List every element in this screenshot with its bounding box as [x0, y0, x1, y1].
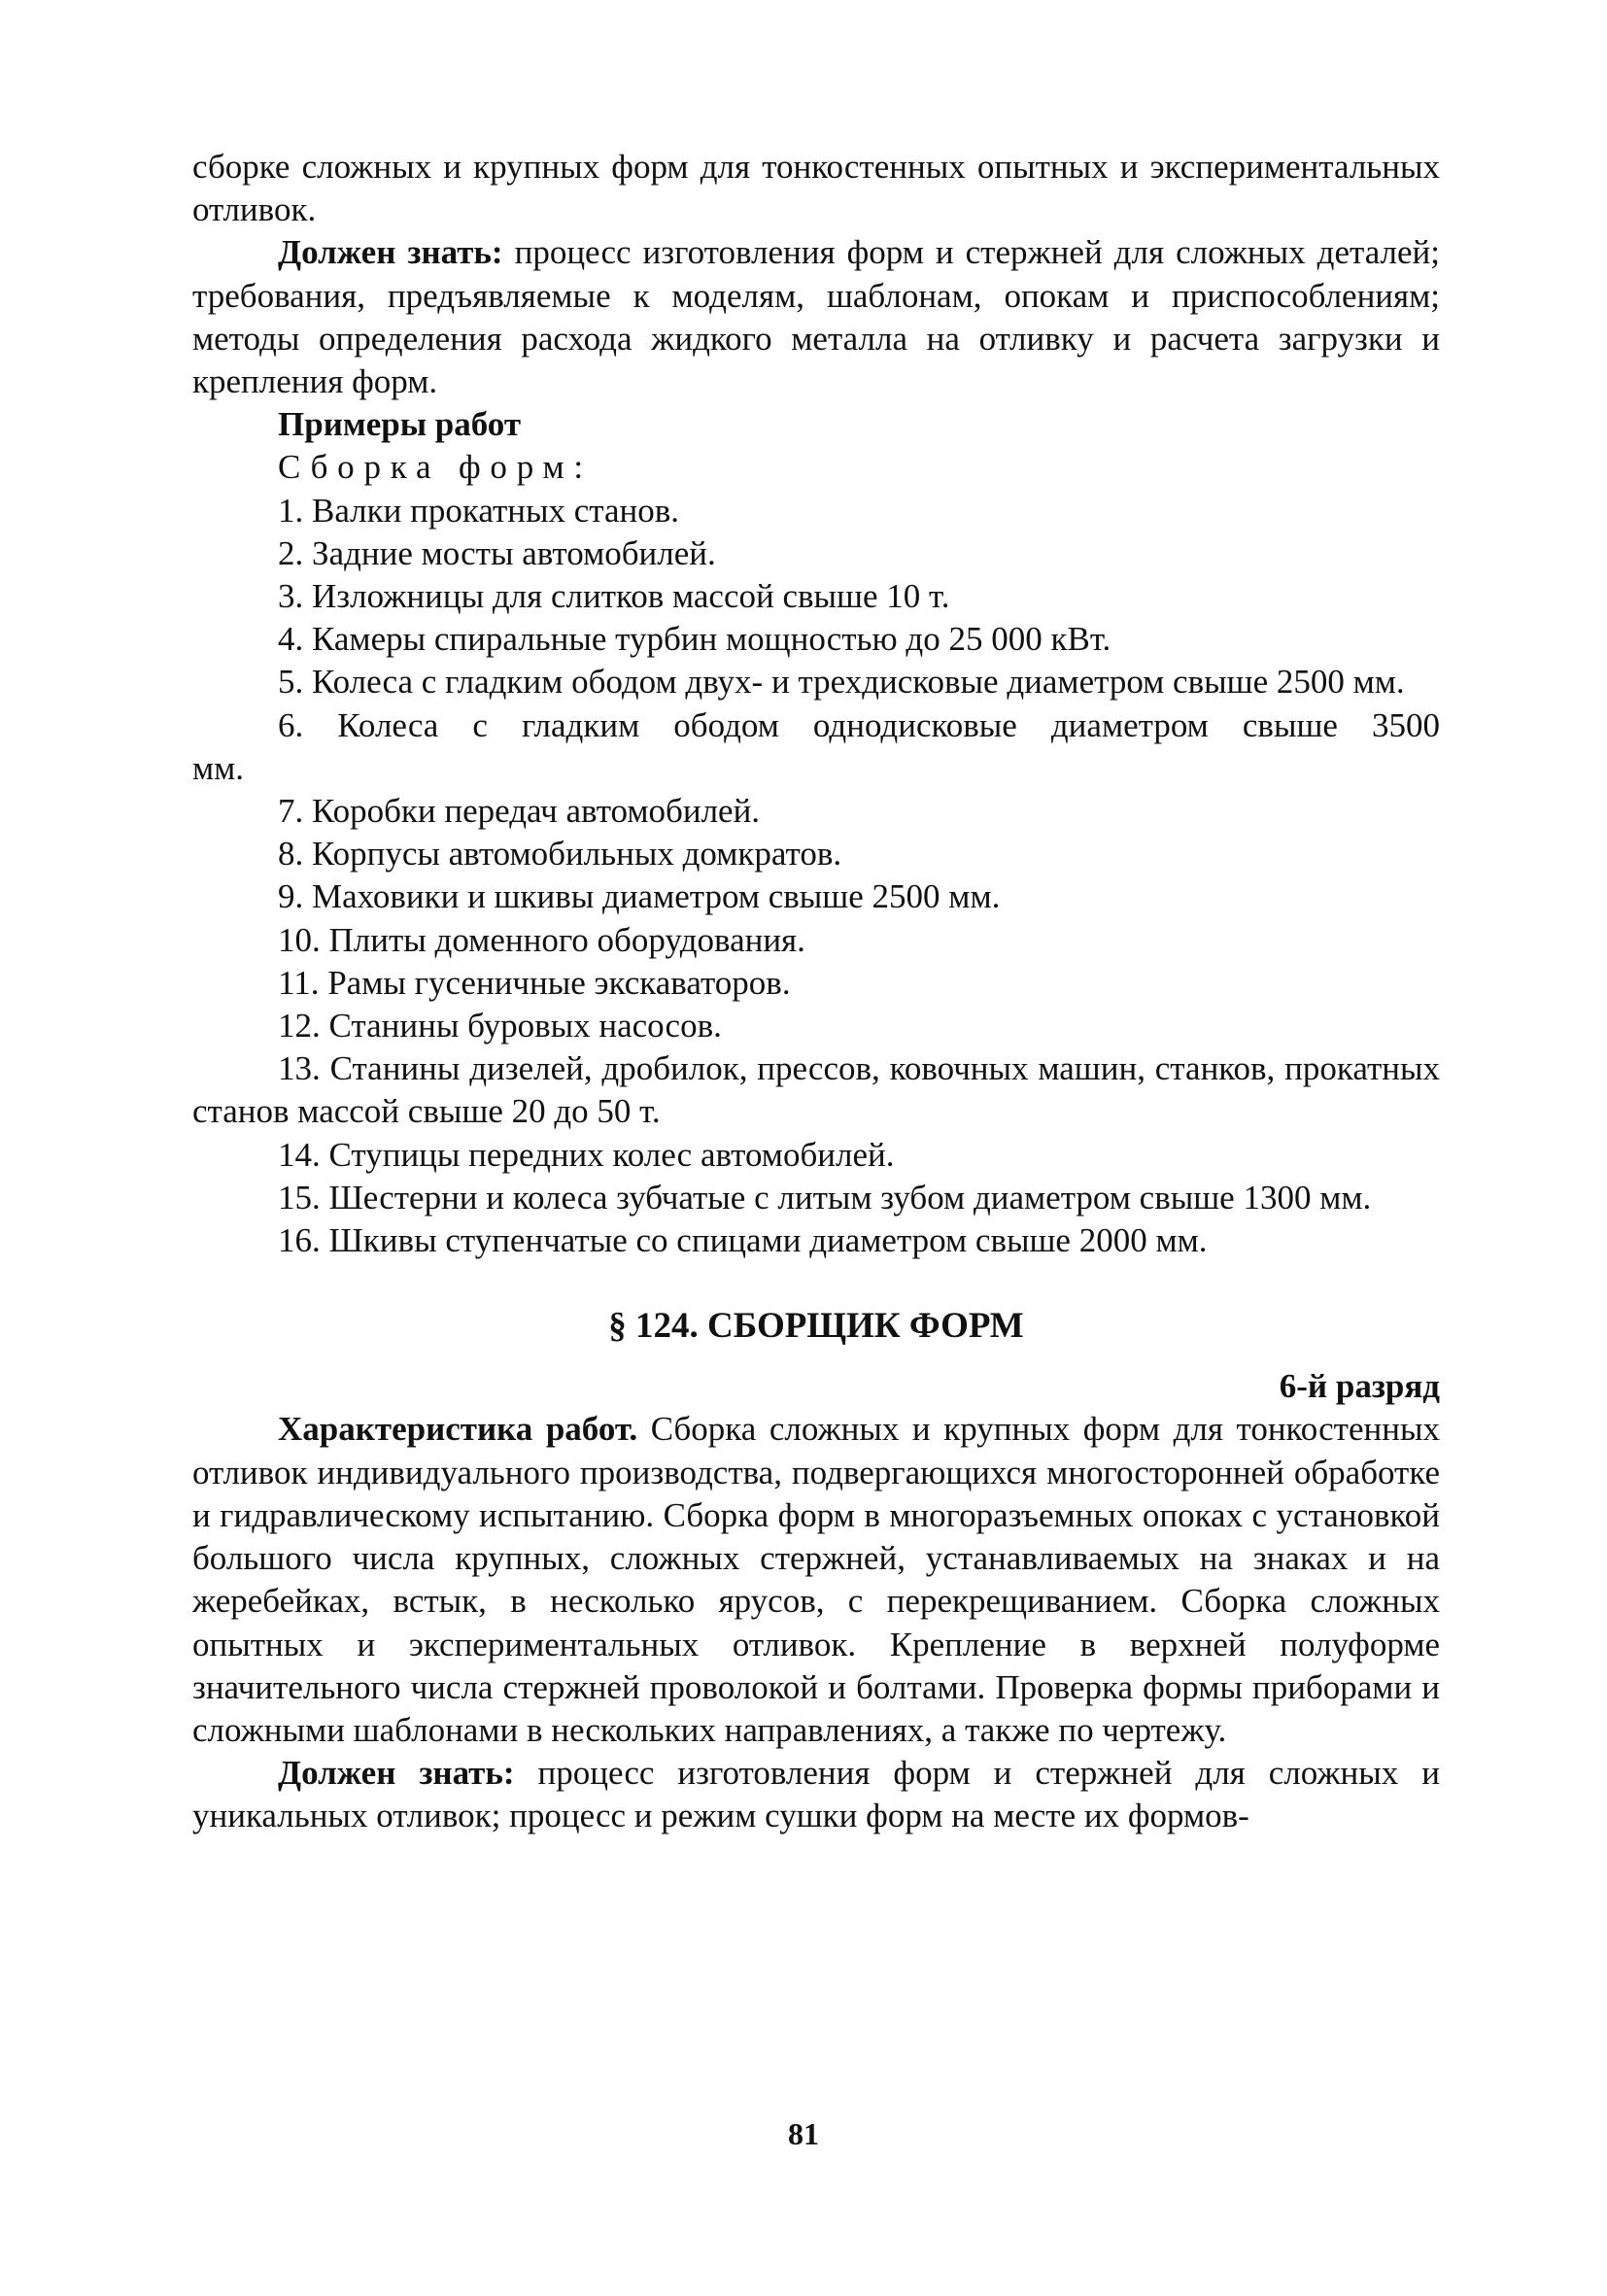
examples-title: Примеры работ: [278, 405, 522, 444]
list-item: 15. Шестерни и колеса зубчатые с литым зубом диаметром свыше 1300 мм.: [278, 1178, 1372, 1217]
list-item: 6. Колеса с гладким ободом однодисковые диаметром свыше 3500 мм.: [192, 705, 1440, 787]
section-knowledge-paragraph: [192, 1752, 1440, 1837]
list-item: 12. Станины буровых насосов.: [278, 1007, 722, 1045]
list-item: 14. Ступицы передних колес автомобилей.: [278, 1135, 895, 1174]
section-knowledge-text: процесс изготовления форм и стержней для сложных и уникальных отливок; процесс и режим сушки форм на месте их формов-: [192, 1754, 1440, 1835]
characteristics-label: Характеристика работ.: [278, 1410, 638, 1449]
characteristics-text: Сборка сложных и крупных форм для тонкостенных отливок индивидуального производства, подвергающихся многосторонней обработке и гидравлическому испытанию. Сборка форм в многоразъемных опоках с установкой большого числа крупных, сложных стержней, устанавливаемых на знаках и на жеребейках, встык, в несколько ярусов, с перекрещиванием. Сборка сложных опытных и экспериментальных отливок. Крепление в верхней полуформе значительного числа стержней проволокой и болтами. Проверка формы приборами и сложными шаблонами в нескольких направлениях, а также по чертежу.: [192, 1410, 1440, 1749]
knowledge-paragraph: [192, 231, 1440, 403]
list-item: 3. Изложницы для слитков массой свыше 10 т.: [278, 577, 950, 616]
section-heading: § 124. СБОРЩИК ФОРМ: [608, 1306, 1024, 1347]
list-item: 2. Задние мосты автомобилей.: [278, 533, 716, 572]
list-item: 5. Колеса с гладким ободом двух- и трехдисковые диаметром свыше 2500 мм.: [278, 663, 1405, 702]
list-item: 11. Рамы гусеничные экскаваторов.: [278, 963, 791, 1002]
text-column: [192, 146, 1440, 1838]
list-item: 16. Шкивы ступенчатые со спицами диаметром свыше 2000 мм.: [278, 1221, 1208, 1260]
list-item: 1. Валки прокатных станов.: [278, 491, 680, 530]
assembly-label: Сборка форм:: [278, 448, 593, 487]
list-item: 7. Коробки передач автомобилей.: [278, 792, 761, 831]
list-item: 4. Камеры спиральные турбин мощностью до 25 000 кВт.: [278, 620, 1111, 659]
knowledge-label: Должен знать:: [278, 233, 503, 272]
page-number: 81: [788, 2116, 819, 2151]
list-item: 10. Плиты доменного оборудования.: [278, 920, 805, 959]
knowledge-text: процесс изготовления форм и стержней для сложных деталей; требования, предъявляемые к моделям, шаблонам, опокам и приспособлениям; методы определения расхода жидкого металла на отливку и расчета загрузки и крепления форм.: [192, 233, 1440, 401]
list-item: 8. Корпусы автомобильных домкратов.: [278, 835, 842, 874]
list-item: 9. Маховики и шкивы диаметром свыше 2500 мм.: [278, 877, 1001, 916]
characteristics-paragraph: [192, 1408, 1440, 1752]
list-item: 13. Станины дизелей, дробилок, прессов, ковочных машин, станков, прокатных станов массой свыше 20 до 50 т.: [192, 1049, 1440, 1131]
section-knowledge-label: Должен знать:: [278, 1754, 515, 1793]
grade-label: 6-й разряд: [1279, 1367, 1440, 1406]
continuation-paragraph: сборке сложных и крупных форм для тонкостенных опытных и экспериментальных отливок.: [192, 148, 1440, 229]
